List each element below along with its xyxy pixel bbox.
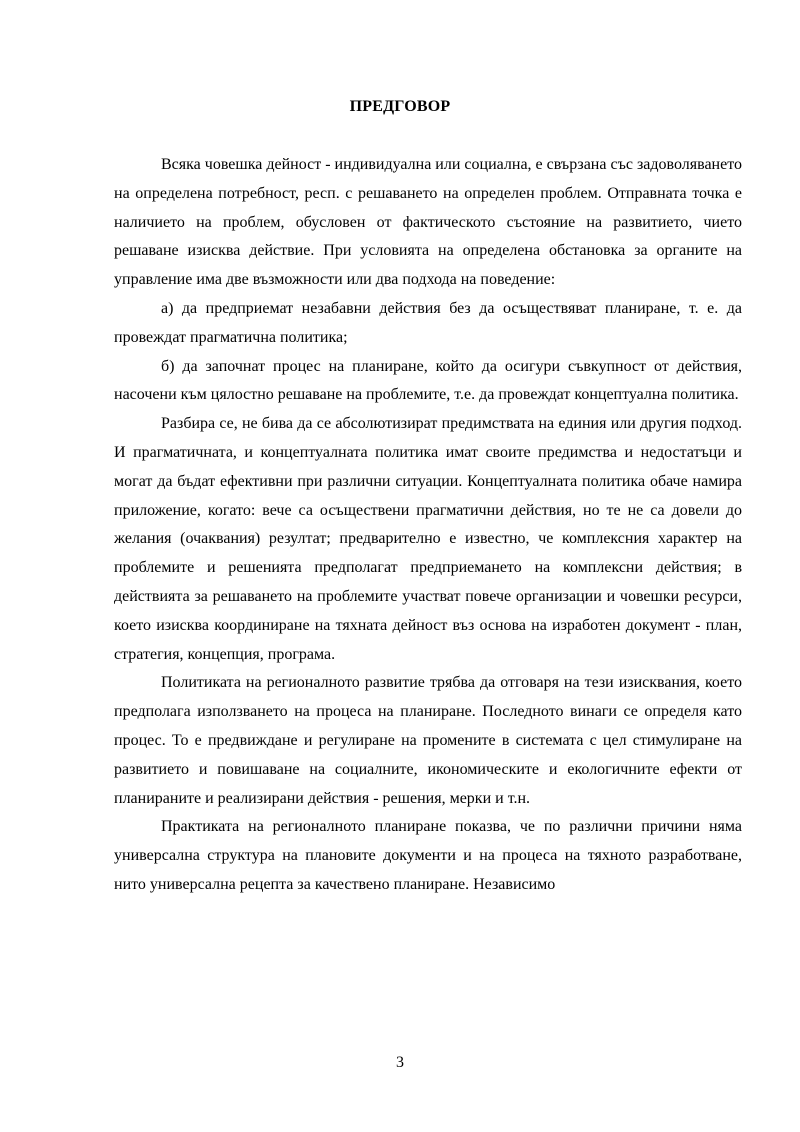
paragraph: Всяка човешка дейност - индивидуална или социална, е свързана със задоволяването на определена потребност, респ. с решаването на определен проблем. Отправната точка е наличието на проблем, обусловен от фактическото състояние на развитието, чието решаване изисква действие. При условията на определена обстановка за органите на управление има две възможности или два подхода на поведение: xyxy=(114,156,742,289)
paragraph: Практиката на регионалното планиране показва, че по различни причини няма универсална структура на плановите документи и на процеса на тяхното разработване, нито универсална рецепта за качествено планиране. Независимо xyxy=(114,818,742,893)
paragraph: а) да предприемат незабавни действия без да осъществяват планиране, т. е. да провеждат прагматична политика; xyxy=(114,299,742,346)
page-number: 3 xyxy=(396,1054,404,1071)
page-title: ПРЕДГОВОР xyxy=(349,98,451,115)
body-text xyxy=(114,151,742,900)
paragraph: Разбира се, не бива да се абсолютизират предимствата на единия или другия подход. И прагматичната, и концептуалната политика имат своите предимства и недостатъци и могат да бъдат ефективни при различни ситуации. Концептуалната политика обаче намира приложение, когато: вече са осъществени прагматични действия, но те не са довели до желания (очаквания) резултат; предварително е известно, че комплексния характер на проблемите и решенията предполагат предприемането на комплексни действия; в действията за решаването на проблемите участват повече организации и човешки ресурси, което изисква координиране на тяхната дейност въз основа на изработен документ - план, стратегия, концепция, програма. xyxy=(114,415,742,663)
paragraph: б) да започнат процес на планиране, който да осигури съвкупност от действия, насочени към цялостно решаване на проблемите, т.е. да провеждат концептуална политика. xyxy=(114,357,742,404)
paragraph: Политиката на регионалното развитие трябва да отговаря на тези изисквания, което предполага използването на процеса на планиране. Последното винаги се определя като процес. То е предвиждане и регулиране на промените в системата с цел стимулиране на развитието и повишаване на социалните, икономическите и екологичните ефекти от планираните и реализирани действия - решения, мерки и т.н. xyxy=(114,674,742,807)
